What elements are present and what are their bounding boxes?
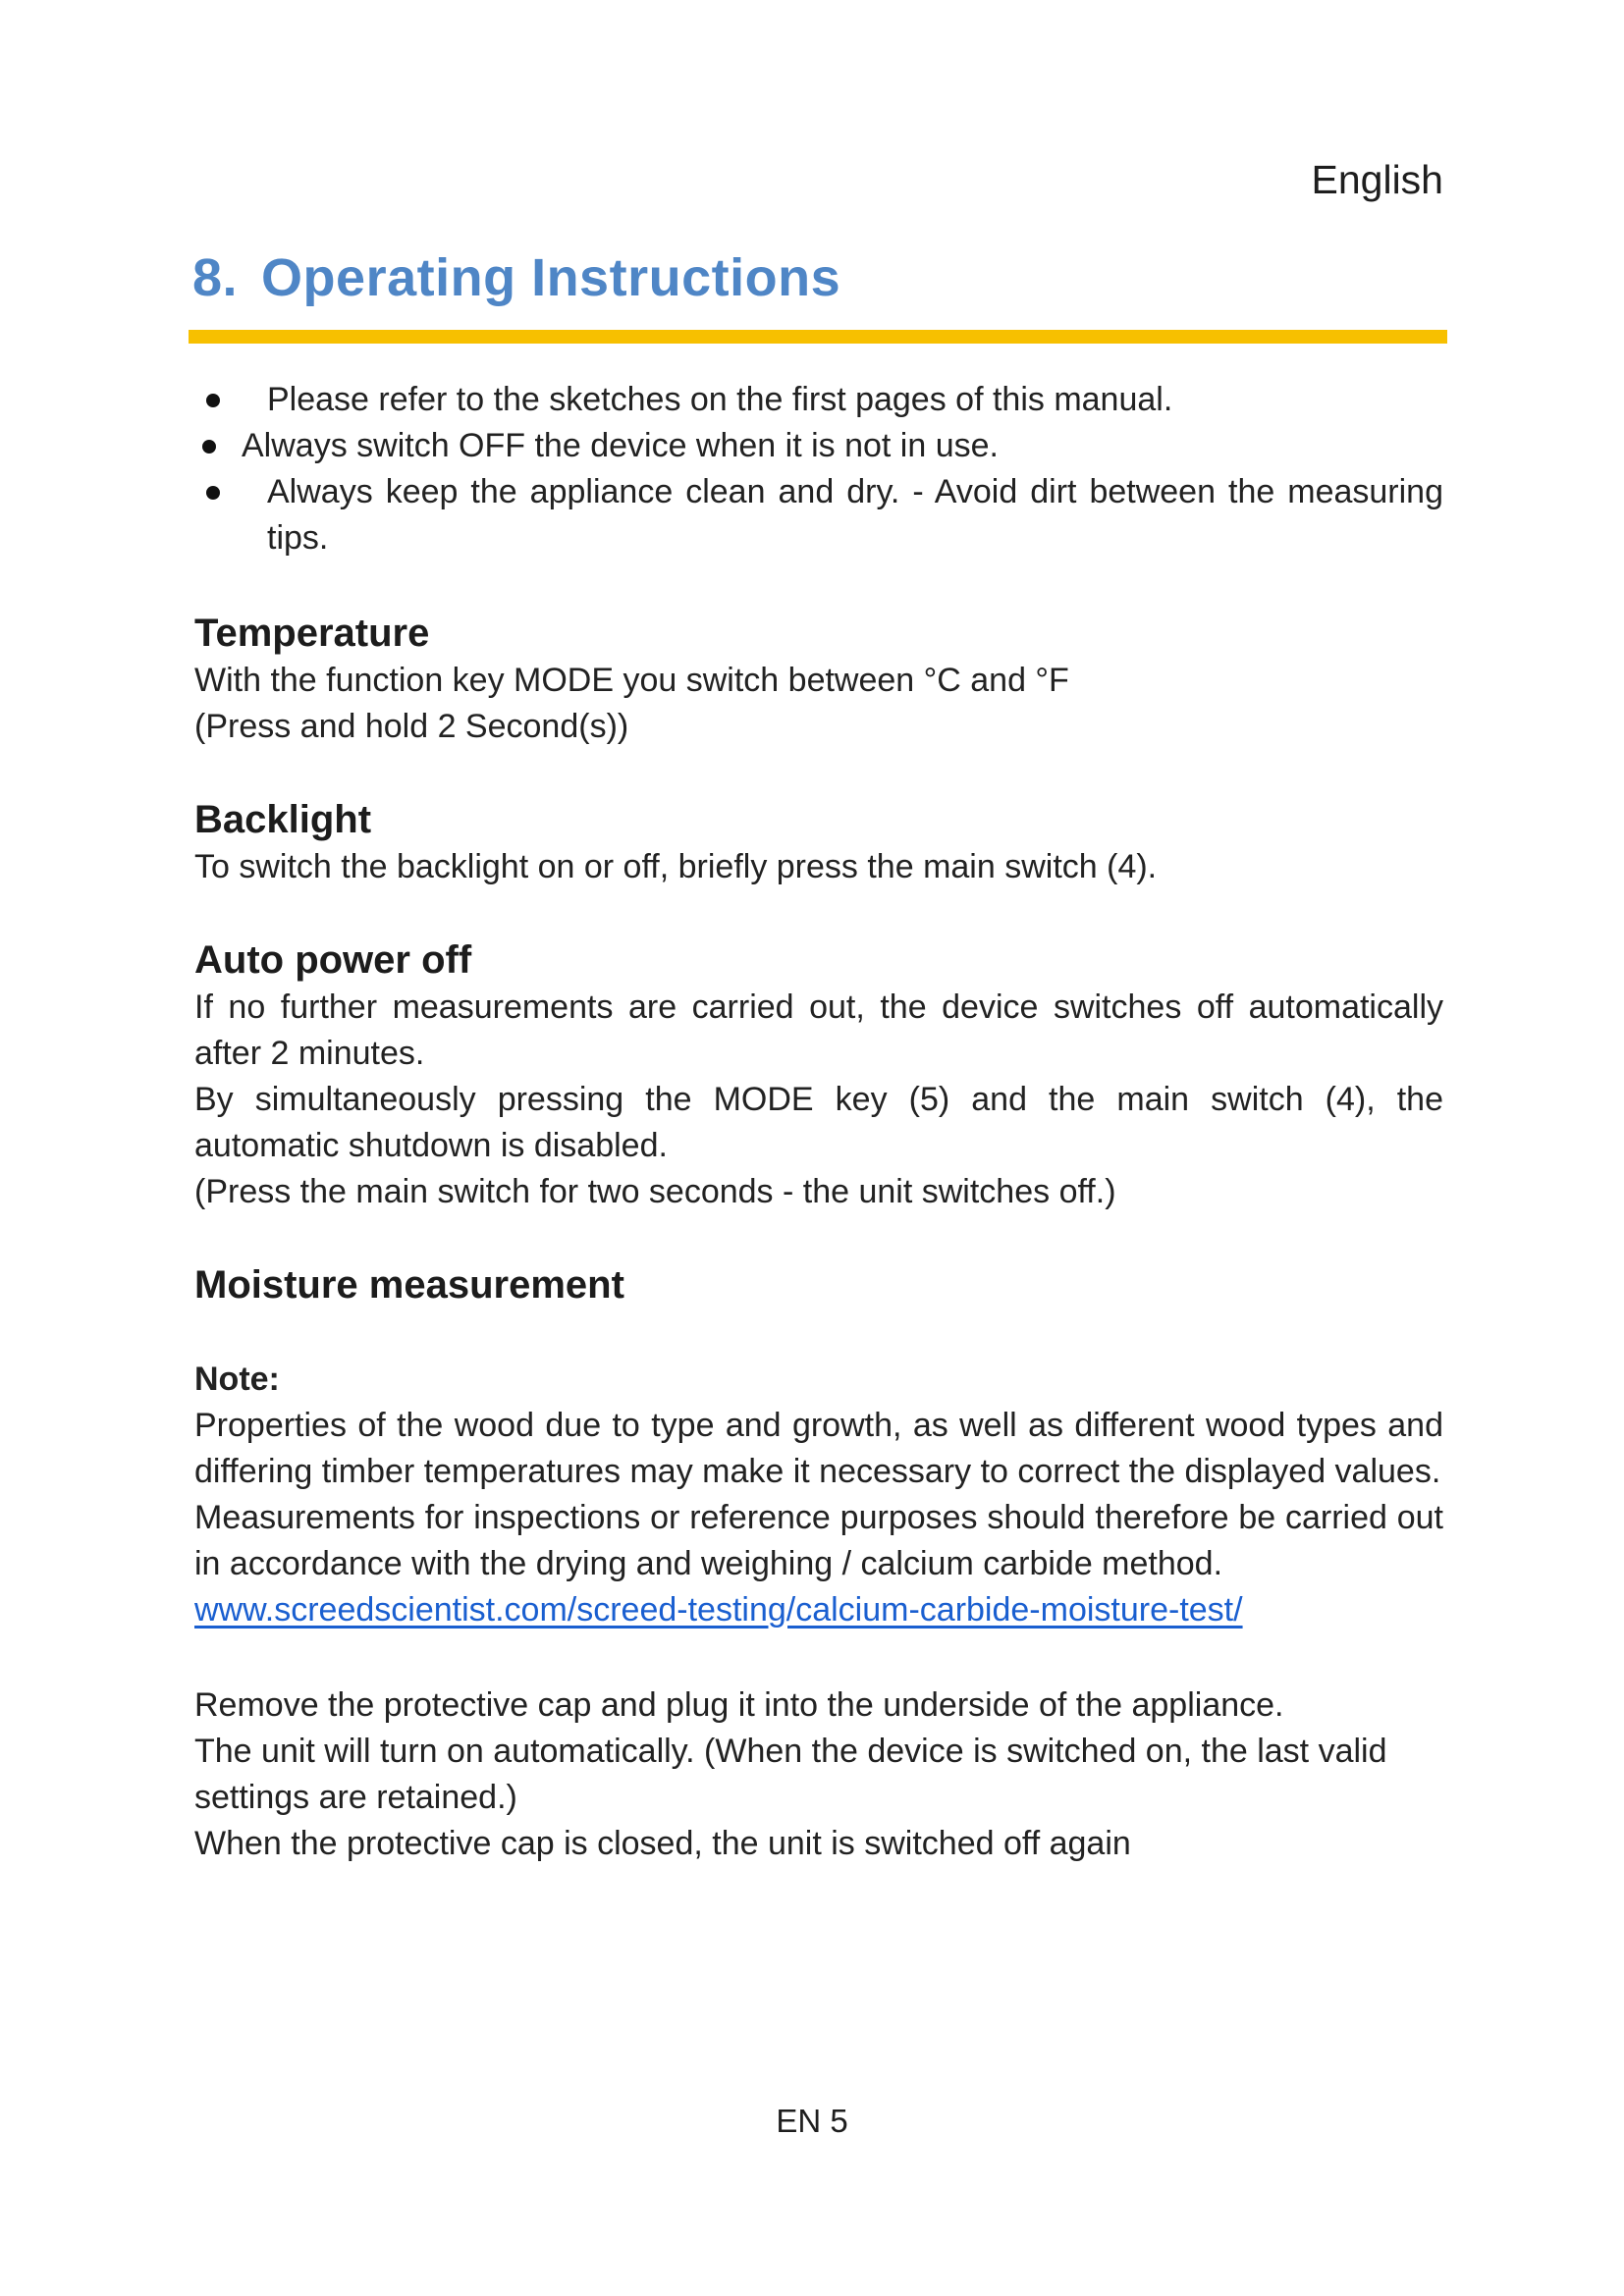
note-label: Note: [194,1361,280,1398]
auto-power-off-heading: Auto power off [194,938,472,982]
section-number: 8. [192,248,239,307]
page-number: EN 5 [776,2103,848,2139]
moisture-para-5: When the protective cap is closed, the unit is switched off again [194,1825,1131,1862]
note-para-1: Properties of the wood due to type and growth, as well as different wood types and differing timber temperatures may make it necessary to correct the displayed values. [194,1407,1443,1490]
note-para-2: Measurements for inspections or reference purposes should therefore be carried out in accordance with the drying and weighing / calcium carbide method. [194,1499,1443,1582]
instruction-bullet-list [194,377,1443,561]
section-heading [192,247,840,308]
bullet-icon [202,440,216,454]
temperature-hint: (Press and hold 2 Second(s)) [194,708,629,745]
backlight-text: To switch the backlight on or off, briefly press the main switch (4). [194,848,1158,885]
moisture-para-4: The unit will turn on automatically. (When the device is switched on, the last valid settings are retained.) [194,1733,1387,1816]
bullet-icon [206,394,220,407]
temperature-heading: Temperature [194,612,430,655]
list-item [194,377,1443,423]
bullet-icon [206,486,220,500]
temperature-text: With the function key MODE you switch between °C and °F [194,662,1069,699]
main-content [194,377,1443,1867]
moisture-heading: Moisture measurement [194,1263,624,1307]
reference-link[interactable]: www.screedscientist.com/screed-testing/calcium-carbide-moisture-test/ [194,1591,1243,1629]
moisture-para-3: Remove the protective cap and plug it into the underside of the appliance. [194,1686,1284,1724]
heading-underline-rule [189,330,1447,344]
backlight-heading: Backlight [194,798,372,841]
auto-power-off-para-3: (Press the main switch for two seconds - the unit switches off.) [194,1173,1116,1210]
bullet-text: Always keep the appliance clean and dry. - Avoid dirt between the measuring tips. [267,473,1443,557]
bullet-text: Please refer to the sketches on the first pages of this manual. [267,381,1173,418]
bullet-text: Always switch OFF the device when it is not in use. [242,427,999,464]
list-item [194,469,1443,561]
auto-power-off-para-1: If no further measurements are carried out, the device switches off automatically after 2 minutes. [194,988,1443,1072]
list-item [194,423,1443,469]
language-label: English [1311,157,1443,202]
section-title: Operating Instructions [261,248,841,307]
auto-power-off-para-2: By simultaneously pressing the MODE key (5) and the main switch (4), the automatic shutdown is disabled. [194,1081,1443,1164]
